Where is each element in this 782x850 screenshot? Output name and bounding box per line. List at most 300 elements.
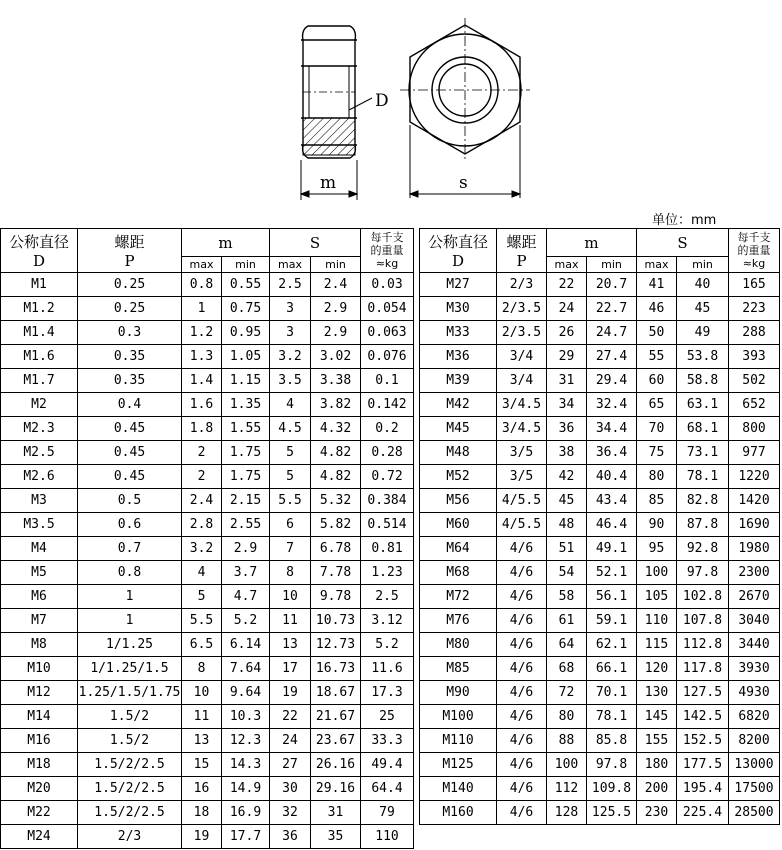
cell-s-max: 7 xyxy=(270,537,311,561)
cell-weight: 652 xyxy=(729,393,780,417)
cell-m-max: 36 xyxy=(547,417,587,441)
cell-m-max: 1 xyxy=(182,297,222,321)
cell-s-min: 21.67 xyxy=(311,705,361,729)
table-row xyxy=(1,705,414,729)
cell-s-min: 7.78 xyxy=(311,561,361,585)
cell-m-max: 128 xyxy=(547,801,587,825)
cell-weight: 0.514 xyxy=(361,513,414,537)
cell-weight: 0.1 xyxy=(361,369,414,393)
cell-s-min: 40 xyxy=(677,273,729,297)
cell-m-min: 36.4 xyxy=(587,441,637,465)
table-row xyxy=(420,585,780,609)
cell-weight: 0.81 xyxy=(361,537,414,561)
cell-nominal-diameter: M1.4 xyxy=(1,321,78,345)
cell-nominal-diameter: M52 xyxy=(420,465,497,489)
cell-pitch: 0.5 xyxy=(78,489,182,513)
header-m-max: max xyxy=(182,257,222,273)
cell-m-max: 4 xyxy=(182,561,222,585)
cell-m-min: 32.4 xyxy=(587,393,637,417)
label-d: D xyxy=(375,91,389,111)
cell-pitch: 0.35 xyxy=(78,369,182,393)
cell-m-min: 1.15 xyxy=(222,369,270,393)
cell-nominal-diameter: M4 xyxy=(1,537,78,561)
cell-s-max: 5 xyxy=(270,441,311,465)
cell-weight: 1.23 xyxy=(361,561,414,585)
cell-m-min: 3.7 xyxy=(222,561,270,585)
cell-m-max: 5 xyxy=(182,585,222,609)
cell-s-min: 31 xyxy=(311,801,361,825)
cell-s-min: 53.8 xyxy=(677,345,729,369)
cell-nominal-diameter: M56 xyxy=(420,489,497,513)
cell-weight: 4930 xyxy=(729,681,780,705)
cell-s-min: 29.16 xyxy=(311,777,361,801)
cell-weight: 2300 xyxy=(729,561,780,585)
table-row xyxy=(420,657,780,681)
cell-pitch: 4/6 xyxy=(497,705,547,729)
cell-nominal-diameter: M68 xyxy=(420,561,497,585)
cell-m-min: 43.4 xyxy=(587,489,637,513)
cell-s-max: 4 xyxy=(270,393,311,417)
table-row xyxy=(1,489,414,513)
table-row xyxy=(1,321,414,345)
cell-weight: 1980 xyxy=(729,537,780,561)
cell-pitch: 4/6 xyxy=(497,609,547,633)
table-row xyxy=(1,537,414,561)
cell-s-min: 102.8 xyxy=(677,585,729,609)
cell-pitch: 0.25 xyxy=(78,273,182,297)
cell-m-max: 45 xyxy=(547,489,587,513)
cell-s-min: 142.5 xyxy=(677,705,729,729)
cell-m-min: 14.9 xyxy=(222,777,270,801)
table-row xyxy=(420,489,780,513)
cell-m-max: 11 xyxy=(182,705,222,729)
cell-m-max: 54 xyxy=(547,561,587,585)
cell-pitch: 1.5/2/2.5 xyxy=(78,777,182,801)
cell-s-max: 30 xyxy=(270,777,311,801)
cell-s-min: 87.8 xyxy=(677,513,729,537)
cell-s-max: 120 xyxy=(637,657,677,681)
table-row xyxy=(1,297,414,321)
cell-s-min: 4.32 xyxy=(311,417,361,441)
cell-s-max: 55 xyxy=(637,345,677,369)
table-row xyxy=(1,801,414,825)
table-row xyxy=(420,393,780,417)
cell-m-max: 5.5 xyxy=(182,609,222,633)
cell-pitch: 0.35 xyxy=(78,345,182,369)
cell-weight: 0.063 xyxy=(361,321,414,345)
cell-weight: 79 xyxy=(361,801,414,825)
cell-m-min: 2.15 xyxy=(222,489,270,513)
cell-pitch: 0.4 xyxy=(78,393,182,417)
cell-m-max: 29 xyxy=(547,345,587,369)
cell-nominal-diameter: M10 xyxy=(1,657,78,681)
cell-m-min: 27.4 xyxy=(587,345,637,369)
cell-s-min: 10.73 xyxy=(311,609,361,633)
table-row xyxy=(420,705,780,729)
cell-m-min: 109.8 xyxy=(587,777,637,801)
cell-pitch: 3/5 xyxy=(497,441,547,465)
cell-s-min: 97.8 xyxy=(677,561,729,585)
cell-s-max: 4.5 xyxy=(270,417,311,441)
cell-m-max: 15 xyxy=(182,753,222,777)
section-hatch xyxy=(303,118,355,155)
cell-s-max: 60 xyxy=(637,369,677,393)
cell-m-min: 14.3 xyxy=(222,753,270,777)
cell-s-max: 100 xyxy=(637,561,677,585)
cell-m-min: 12.3 xyxy=(222,729,270,753)
cell-m-max: 2.8 xyxy=(182,513,222,537)
cell-s-max: 27 xyxy=(270,753,311,777)
cell-pitch: 4/5.5 xyxy=(497,513,547,537)
cell-pitch: 3/4.5 xyxy=(497,393,547,417)
cell-m-min: 29.4 xyxy=(587,369,637,393)
cell-m-min: 6.14 xyxy=(222,633,270,657)
cell-m-min: 9.64 xyxy=(222,681,270,705)
cell-m-min: 1.75 xyxy=(222,465,270,489)
cell-m-min: 49.1 xyxy=(587,537,637,561)
cell-pitch: 4/6 xyxy=(497,585,547,609)
cell-s-max: 13 xyxy=(270,633,311,657)
table-row xyxy=(420,297,780,321)
cell-s-min: 26.16 xyxy=(311,753,361,777)
table-row xyxy=(1,441,414,465)
cell-nominal-diameter: M27 xyxy=(420,273,497,297)
cell-m-min: 16.9 xyxy=(222,801,270,825)
cell-pitch: 2/3.5 xyxy=(497,297,547,321)
header-s-min: min xyxy=(677,257,729,273)
cell-s-min: 58.8 xyxy=(677,369,729,393)
cell-pitch: 4/6 xyxy=(497,729,547,753)
cell-m-max: 24 xyxy=(547,297,587,321)
cell-pitch: 2/3.5 xyxy=(497,321,547,345)
cell-weight: 0.2 xyxy=(361,417,414,441)
cell-m-max: 3.2 xyxy=(182,537,222,561)
cell-s-max: 70 xyxy=(637,417,677,441)
cell-weight: 2.5 xyxy=(361,585,414,609)
cell-m-min: 17.7 xyxy=(222,825,270,849)
table-row xyxy=(420,441,780,465)
cell-m-min: 1.55 xyxy=(222,417,270,441)
cell-s-max: 200 xyxy=(637,777,677,801)
cell-m-max: 100 xyxy=(547,753,587,777)
table-row xyxy=(420,681,780,705)
cell-m-max: 19 xyxy=(182,825,222,849)
cell-m-max: 18 xyxy=(182,801,222,825)
cell-weight: 0.384 xyxy=(361,489,414,513)
table-row xyxy=(420,417,780,441)
table-row xyxy=(1,585,414,609)
cell-s-max: 90 xyxy=(637,513,677,537)
cell-weight: 6820 xyxy=(729,705,780,729)
cell-weight: 0.142 xyxy=(361,393,414,417)
cell-s-max: 85 xyxy=(637,489,677,513)
cell-m-max: 80 xyxy=(547,705,587,729)
cell-m-min: 5.2 xyxy=(222,609,270,633)
cell-m-min: 4.7 xyxy=(222,585,270,609)
cell-nominal-diameter: M80 xyxy=(420,633,497,657)
table-row xyxy=(420,321,780,345)
cell-m-min: 0.95 xyxy=(222,321,270,345)
cell-s-max: 5 xyxy=(270,465,311,489)
table-row xyxy=(1,513,414,537)
cell-weight: 17500 xyxy=(729,777,780,801)
cell-weight: 3930 xyxy=(729,657,780,681)
cell-pitch: 4/6 xyxy=(497,681,547,705)
cell-s-max: 2.5 xyxy=(270,273,311,297)
cell-m-max: 88 xyxy=(547,729,587,753)
cell-m-min: 2.9 xyxy=(222,537,270,561)
cell-pitch: 4/6 xyxy=(497,753,547,777)
cell-nominal-diameter: M6 xyxy=(1,585,78,609)
cell-nominal-diameter: M1.6 xyxy=(1,345,78,369)
header-m: m xyxy=(547,229,637,257)
cell-nominal-diameter: M33 xyxy=(420,321,497,345)
cell-nominal-diameter: M1.7 xyxy=(1,369,78,393)
label-m: m xyxy=(320,173,337,193)
cell-nominal-diameter: M90 xyxy=(420,681,497,705)
cell-pitch: 4/6 xyxy=(497,537,547,561)
cell-pitch: 3/5 xyxy=(497,465,547,489)
cell-weight: 5.2 xyxy=(361,633,414,657)
cell-s-min: 45 xyxy=(677,297,729,321)
cell-nominal-diameter: M64 xyxy=(420,537,497,561)
cell-weight: 1420 xyxy=(729,489,780,513)
cell-m-max: 1.4 xyxy=(182,369,222,393)
table-row xyxy=(1,369,414,393)
table-row xyxy=(1,417,414,441)
cell-s-max: 3 xyxy=(270,321,311,345)
spec-table-right xyxy=(419,228,780,825)
table-row xyxy=(420,369,780,393)
cell-s-min: 73.1 xyxy=(677,441,729,465)
cell-m-max: 26 xyxy=(547,321,587,345)
cell-m-min: 0.55 xyxy=(222,273,270,297)
cell-s-min: 16.73 xyxy=(311,657,361,681)
cell-pitch: 0.6 xyxy=(78,513,182,537)
cell-weight: 977 xyxy=(729,441,780,465)
cell-m-min: 66.1 xyxy=(587,657,637,681)
cell-weight: 502 xyxy=(729,369,780,393)
table-row xyxy=(1,729,414,753)
cell-m-max: 64 xyxy=(547,633,587,657)
cell-nominal-diameter: M2.6 xyxy=(1,465,78,489)
cell-nominal-diameter: M5 xyxy=(1,561,78,585)
cell-pitch: 1.5/2 xyxy=(78,705,182,729)
cell-nominal-diameter: M2.5 xyxy=(1,441,78,465)
cell-s-max: 145 xyxy=(637,705,677,729)
cell-m-max: 58 xyxy=(547,585,587,609)
cell-weight: 49.4 xyxy=(361,753,414,777)
cell-pitch: 0.3 xyxy=(78,321,182,345)
cell-weight: 0.28 xyxy=(361,441,414,465)
cell-s-max: 32 xyxy=(270,801,311,825)
cell-weight: 288 xyxy=(729,321,780,345)
table-row xyxy=(420,465,780,489)
cell-s-min: 225.4 xyxy=(677,801,729,825)
cell-pitch: 4/6 xyxy=(497,561,547,585)
table-row xyxy=(1,465,414,489)
cell-m-max: 8 xyxy=(182,657,222,681)
cell-nominal-diameter: M48 xyxy=(420,441,497,465)
cell-s-max: 50 xyxy=(637,321,677,345)
cell-pitch: 0.45 xyxy=(78,441,182,465)
cell-s-max: 155 xyxy=(637,729,677,753)
cell-s-max: 10 xyxy=(270,585,311,609)
cell-s-min: 35 xyxy=(311,825,361,849)
cell-pitch: 1/1.25 xyxy=(78,633,182,657)
cell-nominal-diameter: M125 xyxy=(420,753,497,777)
cell-weight: 64.4 xyxy=(361,777,414,801)
cell-m-min: 62.1 xyxy=(587,633,637,657)
cell-s-min: 78.1 xyxy=(677,465,729,489)
cell-m-max: 61 xyxy=(547,609,587,633)
cell-weight: 0.076 xyxy=(361,345,414,369)
cell-m-min: 1.05 xyxy=(222,345,270,369)
cell-s-max: 19 xyxy=(270,681,311,705)
header-m-max: max xyxy=(547,257,587,273)
cell-nominal-diameter: M20 xyxy=(1,777,78,801)
cell-s-max: 5.5 xyxy=(270,489,311,513)
cell-weight: 13000 xyxy=(729,753,780,777)
table-row xyxy=(420,561,780,585)
cell-nominal-diameter: M3 xyxy=(1,489,78,513)
cell-m-max: 68 xyxy=(547,657,587,681)
cell-m-max: 38 xyxy=(547,441,587,465)
header-weight: 每千支 的重量 ≈kg xyxy=(729,229,780,273)
header-pitch: 螺距 P xyxy=(78,229,182,273)
cell-s-max: 230 xyxy=(637,801,677,825)
cell-s-max: 3.2 xyxy=(270,345,311,369)
cell-s-min: 9.78 xyxy=(311,585,361,609)
cell-pitch: 1 xyxy=(78,585,182,609)
cell-nominal-diameter: M12 xyxy=(1,681,78,705)
cell-pitch: 4/6 xyxy=(497,657,547,681)
cell-pitch: 1.25/1.5/1.75 xyxy=(78,681,182,705)
cell-m-max: 112 xyxy=(547,777,587,801)
cell-nominal-diameter: M30 xyxy=(420,297,497,321)
cell-s-max: 105 xyxy=(637,585,677,609)
cell-s-min: 3.82 xyxy=(311,393,361,417)
cell-m-max: 2.4 xyxy=(182,489,222,513)
cell-s-min: 5.82 xyxy=(311,513,361,537)
cell-pitch: 3/4 xyxy=(497,345,547,369)
cell-pitch: 1.5/2 xyxy=(78,729,182,753)
table-row xyxy=(1,273,414,297)
cell-pitch: 0.7 xyxy=(78,537,182,561)
cell-nominal-diameter: M16 xyxy=(1,729,78,753)
cell-s-min: 177.5 xyxy=(677,753,729,777)
cell-m-max: 2 xyxy=(182,441,222,465)
cell-pitch: 0.25 xyxy=(78,297,182,321)
header-s: S xyxy=(637,229,729,257)
cell-s-min: 18.67 xyxy=(311,681,361,705)
cell-s-min: 107.8 xyxy=(677,609,729,633)
cell-s-min: 127.5 xyxy=(677,681,729,705)
cell-s-min: 2.4 xyxy=(311,273,361,297)
cell-nominal-diameter: M39 xyxy=(420,369,497,393)
cell-weight: 17.3 xyxy=(361,681,414,705)
cell-weight: 3440 xyxy=(729,633,780,657)
table-row xyxy=(1,561,414,585)
cell-pitch: 3/4 xyxy=(497,369,547,393)
cell-weight: 8200 xyxy=(729,729,780,753)
cell-m-max: 34 xyxy=(547,393,587,417)
cell-nominal-diameter: M7 xyxy=(1,609,78,633)
cell-s-max: 3.5 xyxy=(270,369,311,393)
cell-s-max: 41 xyxy=(637,273,677,297)
table-row xyxy=(1,825,414,849)
header-s-min: min xyxy=(311,257,361,273)
cell-s-min: 2.9 xyxy=(311,297,361,321)
cell-m-min: 59.1 xyxy=(587,609,637,633)
cell-m-max: 31 xyxy=(547,369,587,393)
header-m-min: min xyxy=(222,257,270,273)
table-row xyxy=(1,393,414,417)
cell-s-min: 195.4 xyxy=(677,777,729,801)
cell-pitch: 4/6 xyxy=(497,801,547,825)
cell-s-max: 24 xyxy=(270,729,311,753)
cell-m-min: 46.4 xyxy=(587,513,637,537)
cell-nominal-diameter: M2 xyxy=(1,393,78,417)
table-row xyxy=(420,777,780,801)
header-m-min: min xyxy=(587,257,637,273)
cell-weight: 3.12 xyxy=(361,609,414,633)
cell-nominal-diameter: M72 xyxy=(420,585,497,609)
header-weight: 每千支 的重量 ≈kg xyxy=(361,229,414,273)
cell-m-min: 20.7 xyxy=(587,273,637,297)
cell-s-max: 46 xyxy=(637,297,677,321)
table-row xyxy=(420,537,780,561)
cell-pitch: 4/6 xyxy=(497,777,547,801)
cell-pitch: 0.45 xyxy=(78,417,182,441)
cell-m-min: 97.8 xyxy=(587,753,637,777)
cell-s-max: 110 xyxy=(637,609,677,633)
cell-nominal-diameter: M42 xyxy=(420,393,497,417)
cell-m-min: 85.8 xyxy=(587,729,637,753)
cell-weight: 223 xyxy=(729,297,780,321)
cell-nominal-diameter: M1 xyxy=(1,273,78,297)
header-nominal-diameter: 公称直径 D xyxy=(1,229,78,273)
table-row xyxy=(1,633,414,657)
cell-weight: 3040 xyxy=(729,609,780,633)
cell-weight: 1690 xyxy=(729,513,780,537)
table-row xyxy=(1,753,414,777)
cell-nominal-diameter: M60 xyxy=(420,513,497,537)
cell-m-min: 1.35 xyxy=(222,393,270,417)
cell-s-min: 49 xyxy=(677,321,729,345)
cell-s-max: 6 xyxy=(270,513,311,537)
cell-s-min: 2.9 xyxy=(311,321,361,345)
header-m: m xyxy=(182,229,270,257)
cell-m-max: 22 xyxy=(547,273,587,297)
cell-weight: 0.03 xyxy=(361,273,414,297)
cell-pitch: 1/1.25/1.5 xyxy=(78,657,182,681)
header-pitch: 螺距 P xyxy=(497,229,547,273)
cell-s-min: 68.1 xyxy=(677,417,729,441)
cell-m-min: 125.5 xyxy=(587,801,637,825)
cell-m-max: 51 xyxy=(547,537,587,561)
table-row xyxy=(1,609,414,633)
cell-s-min: 82.8 xyxy=(677,489,729,513)
cell-weight: 33.3 xyxy=(361,729,414,753)
cell-pitch: 0.45 xyxy=(78,465,182,489)
cell-s-min: 23.67 xyxy=(311,729,361,753)
table-row xyxy=(1,657,414,681)
cell-s-min: 63.1 xyxy=(677,393,729,417)
top-view xyxy=(400,18,530,162)
cell-pitch: 1.5/2/2.5 xyxy=(78,753,182,777)
cell-m-min: 34.4 xyxy=(587,417,637,441)
